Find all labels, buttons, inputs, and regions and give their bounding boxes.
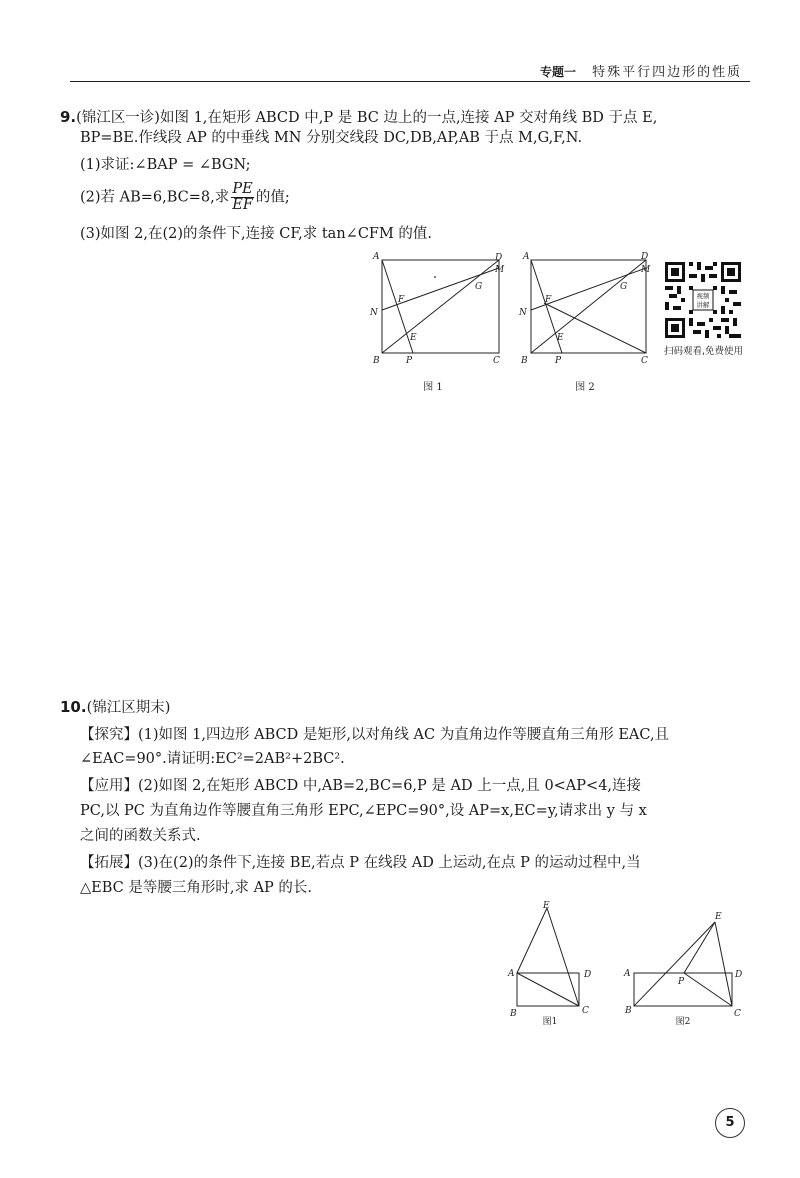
label-b-2: B (521, 356, 528, 366)
label-p: P (406, 356, 413, 366)
label-b: B (373, 356, 380, 366)
q10-header (60, 697, 170, 718)
topic-badge: 专题一 (540, 65, 577, 79)
qr-caption: 扫码观看,免费使用 (664, 346, 744, 357)
q10-explore-line1: 【探究】(1)如图 1,四边形 ABCD 是矩形,以对角线 AC 为直角边作等腰直角三角形 EAC,且 (80, 727, 670, 743)
q10-apply-line2: PC,以 PC 为直角边作等腰直角三角形 EPC,∠EPC=90°,设 AP=x,EC=y,请求出 y 与 x (80, 803, 647, 819)
q10-fig1-caption: 图1 (542, 1017, 558, 1027)
qr-badge-line1: 视频 (696, 292, 710, 300)
q10-figure-2 (620, 900, 750, 1035)
label-f-2: F (545, 295, 552, 305)
q10-label-b: B (510, 1009, 517, 1019)
q10-label-d: D (584, 970, 592, 980)
q10-extend-line1: 【拓展】(3)在(2)的条件下,连接 BE,若点 P 在线段 AD 上运动,在点 P 的运动过程中,当 (80, 855, 641, 871)
q10-label-c: C (582, 1006, 589, 1016)
q10-explore-line2: ∠EAC=90°.请证明:EC²=2AB²+2BC². (80, 751, 345, 767)
page-header (540, 61, 742, 80)
label-c: C (493, 356, 500, 366)
q10-extend-line2: △EBC 是等腰三角形时,求 AP 的长. (80, 880, 313, 896)
q9-fraction: $\frac{PE}{EF}$ (232, 181, 253, 213)
label-e: E (410, 333, 417, 343)
q9-part3: (3)如图 2,在(2)的条件下,连接 CF,求 tan∠CFM 的值. (80, 226, 433, 242)
q10-label-a: A (508, 969, 515, 979)
segment-ap (382, 260, 413, 353)
label-m-2: M (641, 265, 651, 275)
label-n-2: N (519, 308, 527, 318)
q10-label-c-2: C (734, 1009, 741, 1019)
q10-label-p: P (678, 977, 685, 987)
topic-title: 特殊平行四边形的性质 (592, 65, 743, 80)
segment-pe (684, 922, 715, 973)
label-g-2: G (620, 282, 628, 292)
label-e-2: E (557, 333, 564, 343)
label-a-2: A (523, 252, 530, 262)
q9-figure-2 (515, 250, 660, 395)
segment-pc (684, 973, 732, 1006)
q10-label-e-2: E (715, 912, 722, 922)
label-n: N (370, 308, 378, 318)
label-d: D (495, 253, 503, 263)
segment-ec-2 (715, 922, 732, 1006)
q10-source: (锦江区期末) (86, 700, 171, 716)
q10-figure-1 (505, 900, 610, 1035)
q10-label-e: E (543, 901, 550, 911)
header-divider (70, 81, 750, 82)
qr-code-icon[interactable] (665, 262, 741, 338)
q9-part2: (2)若 AB=6,BC=8,求 $\frac{PE}{EF}$ 的值; (80, 181, 290, 213)
qr-badge-line2: 讲解 (696, 301, 710, 309)
q9-number: 9. (60, 108, 77, 126)
q10-label-d-2: D (735, 970, 743, 980)
label-p-2: P (555, 356, 562, 366)
q10-label-a-2: A (624, 969, 631, 979)
q10-label-b-2: B (625, 1006, 632, 1016)
q10-apply-line3: 之间的函数关系式. (80, 828, 201, 844)
segment-ae (517, 908, 547, 973)
q10-fig2-caption: 图2 (675, 1017, 691, 1027)
label-g: G (475, 282, 483, 292)
q9-line2: BP=BE.作线段 AP 的中垂线 MN 分别交线段 DC,DB,AP,AB 于点 M,G,F,N. (80, 130, 583, 146)
page-number: 5 (715, 1108, 745, 1138)
q9-fig1-caption: 图 1 (423, 382, 443, 393)
q9-part1: (1)求证:∠BAP = ∠BGN; (80, 157, 251, 173)
label-m: M (495, 265, 505, 275)
q10-apply-line1: 【应用】(2)如图 2,在矩形 ABCD 中,AB=2,BC=6,P 是 AD 上一点,且 0<AP<4,连接 (80, 778, 642, 794)
q9-fig2-caption: 图 2 (575, 382, 595, 393)
label-d-2: D (641, 252, 649, 262)
q9-line1: 9.(锦江区一诊)如图 1,在矩形 ABCD 中,P 是 BC 边上的一点,连接 AP 交对角线 BD 于点 E, (60, 108, 658, 126)
q9-figure-1 (365, 250, 515, 395)
label-a: A (373, 252, 380, 262)
label-c-2: C (641, 356, 648, 366)
label-f: F (398, 295, 405, 305)
q10-number: 10. (60, 698, 87, 716)
segment-be (634, 922, 715, 1006)
